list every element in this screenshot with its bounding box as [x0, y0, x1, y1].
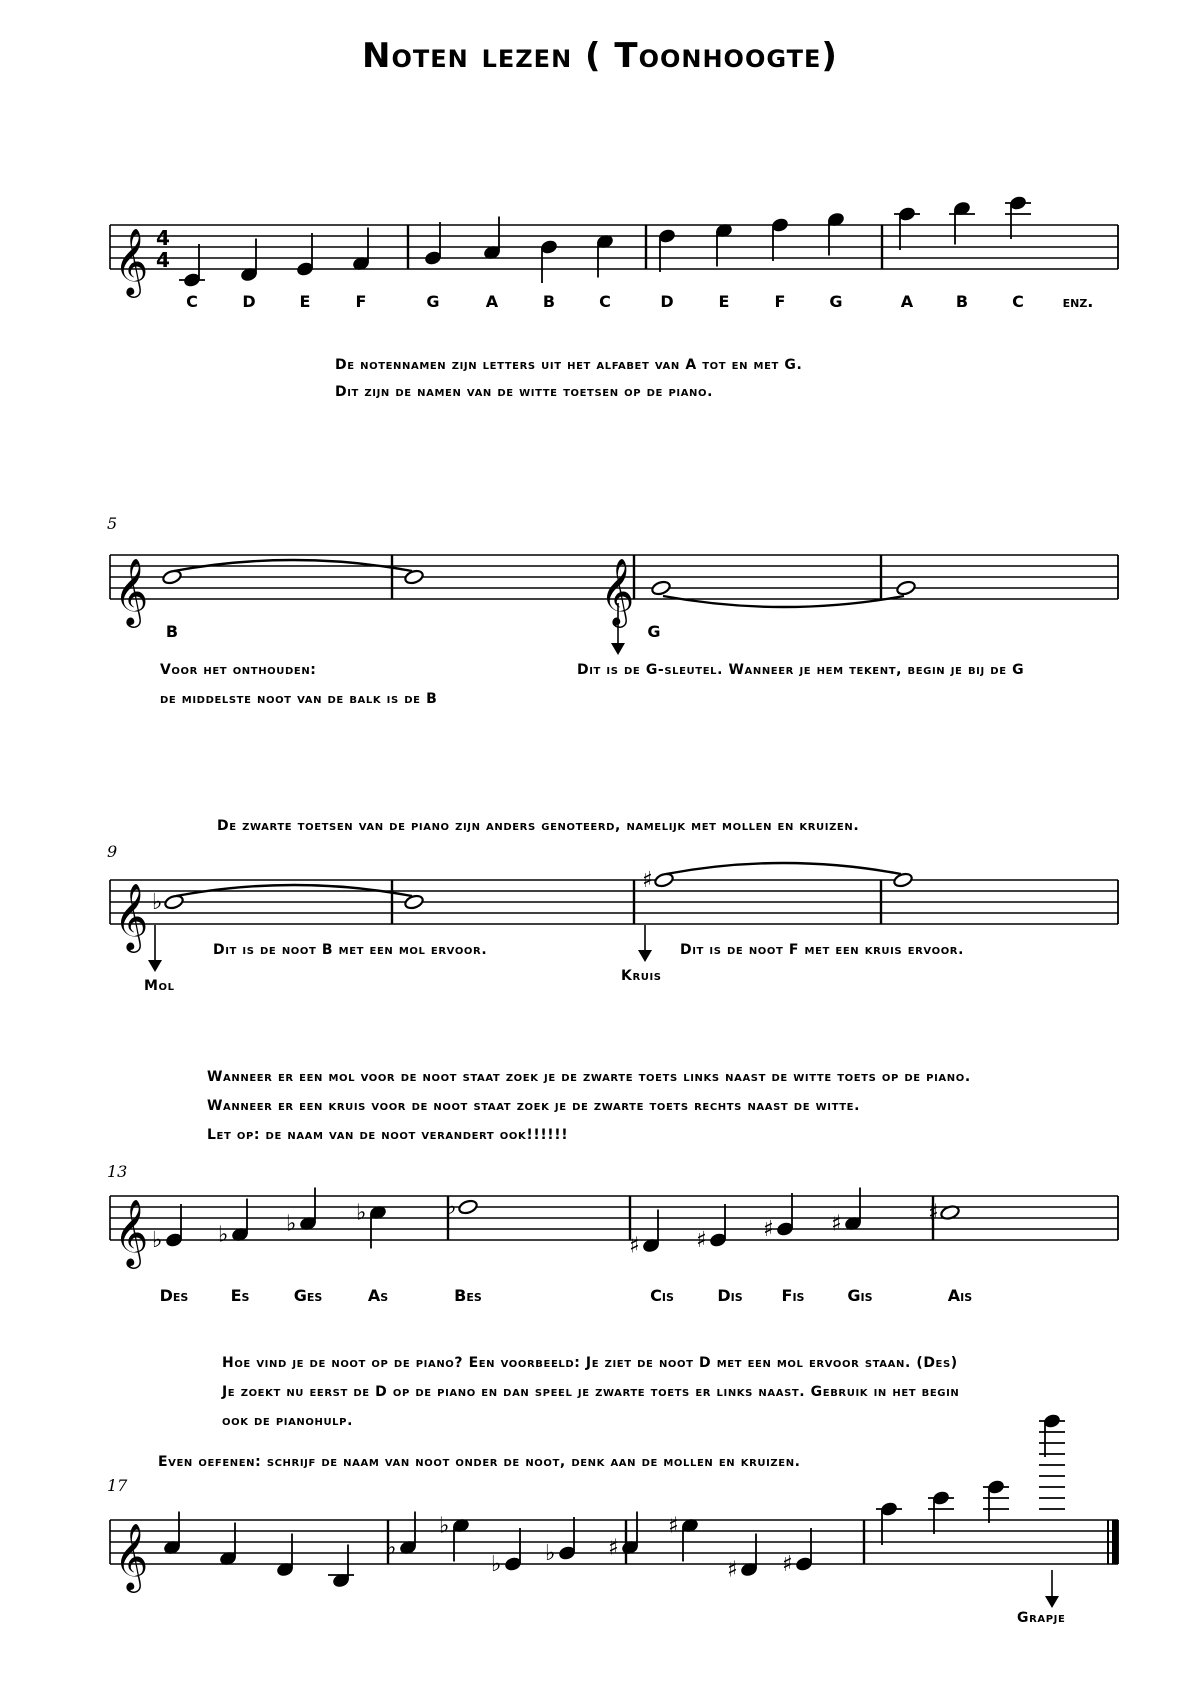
system-1-text-line-1: De notennamen zijn letters uit het alfabet van A tot en met G.: [335, 357, 803, 373]
sharp-explanation-text: Dit is de noot F met een kruis ervoor.: [680, 942, 965, 958]
note-bes-tied-1-flat: ♭: [152, 890, 163, 915]
tie-fis: [666, 863, 901, 874]
note-label-b: B: [165, 622, 179, 641]
note-name: B: [955, 292, 969, 311]
note-name: Ges: [293, 1286, 323, 1305]
system-4-note-9-sharp: ♯: [831, 1211, 842, 1237]
system-5-note-12-sharp: ♯: [782, 1552, 793, 1577]
note-label-g: G: [647, 622, 661, 641]
note-name: A: [485, 292, 499, 311]
system-4-note-10-sharp: ♯: [928, 1200, 939, 1226]
note-name: Gis: [847, 1286, 873, 1305]
note-name: B: [542, 292, 556, 311]
note-name: E: [718, 292, 730, 311]
page-title: Noten lezen ( Toonhoogte): [362, 36, 838, 76]
system-4-note-8-sharp: ♯: [763, 1217, 774, 1242]
flat-explanation-text: Dit is de noot B met een mol ervoor.: [213, 942, 488, 958]
note-name: D: [242, 292, 256, 311]
system-4-note-5-flat: ♭: [446, 1195, 457, 1220]
note-name: As: [367, 1286, 389, 1305]
small-treble-clef: 𝄞: [600, 557, 635, 625]
note-name: E: [299, 292, 311, 311]
system-4-text-line-2: Wanneer er een kruis voor de noot staat zoek je de zwarte toets rechts naast de witte.: [207, 1098, 860, 1114]
system-5-note-11-sharp: ♯: [727, 1557, 738, 1583]
g-clef-arrow-head: [611, 643, 625, 655]
note-name: F: [355, 292, 367, 311]
system-4-note-1-flat: ♭: [152, 1228, 163, 1253]
measure-number-17: 17: [107, 1476, 128, 1495]
note-name: F: [774, 292, 786, 311]
sharp-label: Kruis: [621, 968, 662, 984]
note-name: Fis: [781, 1286, 805, 1305]
note-name: A: [900, 292, 914, 311]
system-2-text-left-2: de middelste noot van de balk is de B: [160, 691, 438, 707]
note-g-tied-2-head: [896, 580, 917, 596]
system-5-note-10-sharp: ♯: [668, 1513, 679, 1539]
measure-number-9: 9: [107, 842, 118, 861]
note-name: C: [1012, 292, 1024, 311]
system-5-text-line-2: Je zoekt nu eerst de D op de piano en dan speel je zwarte toets er links naast. Gebruik in het begin: [222, 1384, 960, 1400]
system-4-note-2-flat: ♭: [218, 1222, 229, 1248]
note-name: D: [660, 292, 674, 311]
system-5-note-8-flat: ♭: [545, 1541, 556, 1566]
system-5-note-5-flat: ♭: [386, 1535, 397, 1561]
flat-label: Mol: [144, 978, 175, 994]
note-g-tied-1-head: [651, 580, 672, 596]
tie-g: [663, 596, 904, 607]
system-5-text-line-3: ook de pianohulp.: [222, 1413, 353, 1429]
note-name: Cis: [650, 1286, 674, 1305]
final-barline-thick: [1112, 1520, 1118, 1564]
time-signature-bottom: 4: [156, 248, 170, 272]
note-name: C: [599, 292, 611, 311]
note-name: Bes: [454, 1286, 482, 1305]
system-2-text-left-1: Voor het onthouden:: [160, 662, 317, 678]
note-fis-tied-1-sharp: ♯: [642, 868, 653, 893]
system-5-note-7-flat: ♭: [491, 1552, 502, 1577]
joke-arrow-head: [1045, 1596, 1059, 1608]
measure-number-5: 5: [107, 514, 118, 533]
system-5-note-9-sharp: ♯: [608, 1535, 619, 1561]
sharp-arrow-head: [638, 950, 652, 962]
flat-arrow-head: [148, 960, 162, 972]
system-4-note-6-sharp: ♯: [629, 1233, 640, 1259]
system-1-text-line-2: Dit zijn de namen van de witte toetsen op de piano.: [335, 384, 714, 400]
system-4-text-line-3: Let op: de naam van de noot verandert ook!!!!!!: [207, 1127, 569, 1143]
system-5-text-line-1: Hoe vind je de noot op de piano? Een voorbeeld: Je ziet de noot D met een mol ervoor staan. (Des): [222, 1355, 958, 1371]
system-4-text-line-1: Wanneer er een mol voor de noot staat zoek je de zwarte toets links naast de witte toets op de piano.: [207, 1069, 971, 1085]
exercise-text: Even oefenen: schrijf de naam van noot onder de noot, denk aan de mollen en kruizen.: [158, 1454, 801, 1470]
note-name: Dis: [717, 1286, 743, 1305]
treble-clef-4: 𝄞: [114, 1198, 149, 1266]
note-name: enz.: [1062, 292, 1094, 311]
treble-clef-2: 𝄞: [114, 557, 149, 625]
system-4-note-3-flat: ♭: [286, 1211, 297, 1237]
note-name: C: [186, 292, 198, 311]
joke-label: Grapje: [1017, 1610, 1066, 1626]
note-name: Des: [159, 1286, 189, 1305]
note-name: G: [426, 292, 440, 311]
system-4-note-5-head: [458, 1199, 479, 1215]
measure-number-13: 13: [107, 1162, 128, 1181]
system-2-text-right: Dit is de G-sleutel. Wanneer je hem tekent, begin je bij de G: [577, 662, 1025, 678]
system-3-intro-text: De zwarte toetsen van de piano zijn anders genoteerd, namelijk met mollen en kruizen.: [217, 818, 860, 834]
system-4-note-4-flat: ♭: [356, 1200, 367, 1226]
treble-clef-1: 𝄞: [114, 227, 149, 295]
note-name: G: [829, 292, 843, 311]
system-5-note-6-flat: ♭: [439, 1513, 450, 1539]
note-name: Ais: [947, 1286, 973, 1305]
note-name: Es: [230, 1286, 250, 1305]
system-4-note-7-sharp: ♯: [696, 1228, 707, 1253]
treble-clef-5: 𝄞: [114, 1522, 149, 1590]
time-signature-top: 4: [156, 226, 170, 250]
treble-clef-3: 𝄞: [114, 882, 149, 950]
